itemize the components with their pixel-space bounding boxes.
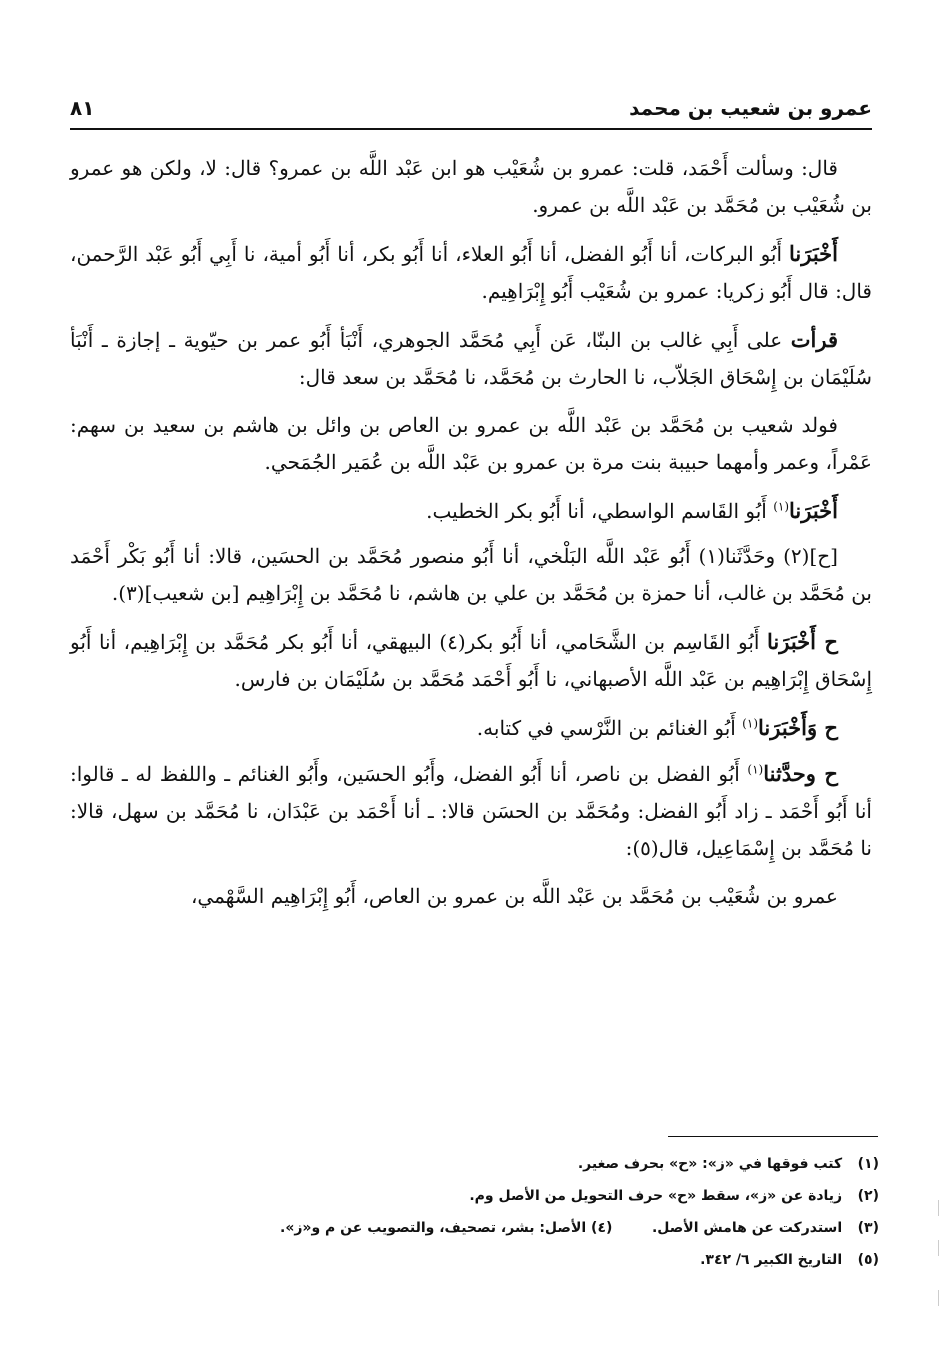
paragraph <box>70 407 872 481</box>
scan-margin-mark <box>938 1200 939 1216</box>
footnote-text: كتب فوقها في «ز»: «ح» بحرف صغير. <box>577 1156 843 1172</box>
paragraph-text: أَبُو البركات، أنا أَبُو الفضل، أنا أَبُو العلاء، أنا أَبُو بكر، أنا أَبُو أمية، نا أَبِي أَبُو عَبْد الرَّحمن، قال: قال أَبُو زكريا: عمرو بن شُعَيْب أَبُو إِبْرَاهِيم. <box>70 242 872 303</box>
paragraph-text: أَبُو الفضل بن ناصر، أنا أَبُو الفضل، وأَبُو الحسَين، وأَبُو الغنائم ـ واللفظ له ـ قالوا: أنا أَبُو أَحْمَد ـ زاد أَبُو الفضل: ومُحَمَّد بن الحسَن قالا: ـ أنا أَحْمَد بن عَبْدَان، نا مُحَمَّد بن سهل، قالا: نا مُحَمَّد بن إِسْمَاعِيل، قال(٥): <box>70 762 872 860</box>
footnote-number: (٣) <box>857 1220 879 1236</box>
footnote-ref: (١) <box>747 762 764 777</box>
paragraph-text: أَبُو الغنائم بن النَّرْسي في كتابه. <box>476 716 743 740</box>
page-number: ٨١ <box>70 96 95 120</box>
paragraph-lead: ح وَأَخْبَرَنا <box>758 715 838 740</box>
paragraph <box>70 709 872 747</box>
footnote <box>70 1244 879 1276</box>
footnote <box>70 1212 879 1244</box>
footnote <box>70 1148 879 1180</box>
footnote-number: (١) <box>857 1156 879 1172</box>
paragraph-lead: ح أَخْبَرَنا <box>766 629 838 654</box>
page-header <box>70 92 872 128</box>
main-text <box>70 150 872 926</box>
scan-margin-mark <box>938 1240 939 1256</box>
paragraph <box>70 755 872 867</box>
footnote <box>70 1180 879 1212</box>
paragraph-text: عمرو بن شُعَيْب بن مُحَمَّد بن عَبْد اللَّه بن عمرو بن العاص، أَبُو إِبْرَاهِيم السَّهْمي، <box>190 884 838 908</box>
paragraph-lead: ح وحدَّثنا <box>763 761 838 786</box>
paragraph-text: أَبُو القَاسم الواسطي، أنا أَبُو بكر الخطيب. <box>426 499 774 523</box>
paragraph-lead: أَخْبَرَنا <box>789 241 838 266</box>
paragraph-text: قال: وسألت أَحْمَد، قلت: عمرو بن شُعَيْب هو ابن عَبْد اللَّه بن عمرو؟ قال: لا، ولكن هو عمرو بن شُعَيْب بن مُحَمَّد بن عَبْد اللَّه بن عمرو. <box>70 156 872 217</box>
footnotes <box>70 1148 879 1276</box>
footnote-ref: (١) <box>742 716 758 731</box>
paragraph <box>70 150 872 224</box>
footnote-text: زيادة عن «ز»، سقط «ح» حرف التحويل من الأصل وم. <box>469 1188 843 1204</box>
paragraph-lead: أَخْبَرَنا <box>789 498 838 523</box>
footnote-text: استدركت عن هامش الأصل. <box>651 1220 843 1236</box>
running-title: عمرو بن شعيب بن محمد <box>629 96 872 120</box>
footnote-number: (٢) <box>857 1188 879 1204</box>
scan-margin-mark <box>938 1290 939 1306</box>
paragraph-text: على أَبِي غالب بن البنّا، عَن أَبِي مُحَمَّد الجوهري، أَنْبَأ أَبُو عمر بن حيّوية ـ إجازة ـ أَنْبَأ سُلَيْمَان بن إِسْحَاق الجَلاّب، نا الحارث بن مُحَمَّد، نا مُحَمَّد بن سعد قال: <box>70 328 872 389</box>
footnote-inline: (٤) الأصل: بشر، تصحيف، والتصويب عن م و«ز». <box>280 1220 613 1236</box>
paragraph-lead: قرأت <box>790 327 838 352</box>
paragraph <box>70 538 872 612</box>
footnote-rule <box>668 1136 878 1137</box>
paragraph-text: فولد شعيب بن مُحَمَّد بن عَبْد اللَّه بن عمرو بن العاص بن وائل بن هاشم بن سعيد بن سهم: عَمْراً، وعمر وأمهما حبيبة بنت مرة بن عمرو بن عَبْد اللَّه بن عُمَير الجُمَحي. <box>70 413 872 474</box>
paragraph <box>70 623 872 698</box>
paragraph <box>70 878 872 915</box>
footnote-ref: (١) <box>773 499 790 514</box>
paragraph <box>70 321 872 396</box>
paragraph-text: [ح](٢) وحَدَّثَنا(١) أَبُو عَبْد اللَّه البَلْخي، أنا أَبُو منصور مُحَمَّد بن الحسَين، قالا: أنا أَبُو بَكْر أَحْمَد بن مُحَمَّد بن غالب، أنا حمزة بن مُحَمَّد بن علي بن هاشم، نا مُحَمَّد بن إِبْرَاهِيم [بن شعيب](٣). <box>70 544 872 605</box>
paragraph <box>70 492 872 530</box>
footnote-number: (٥) <box>857 1252 879 1268</box>
paragraph-text: أَبُو القَاسِم بن الشَّحَامي، أنا أَبُو بكر(٤) البيهقي، أنا أَبُو بكر مُحَمَّد بن إِبْرَاهِيم، أنا أَبُو إِسْحَاق إِبْرَاهِيم بن عَبْد اللَّه الأصبهاني، نا أَبُو أَحْمَد مُحَمَّد بن سُلَيْمَان بن فارس. <box>70 630 872 691</box>
header-rule <box>70 128 872 130</box>
paragraph <box>70 235 872 310</box>
footnote-text: التاريخ الكبير ٦/ ٣٤٢. <box>700 1252 843 1268</box>
